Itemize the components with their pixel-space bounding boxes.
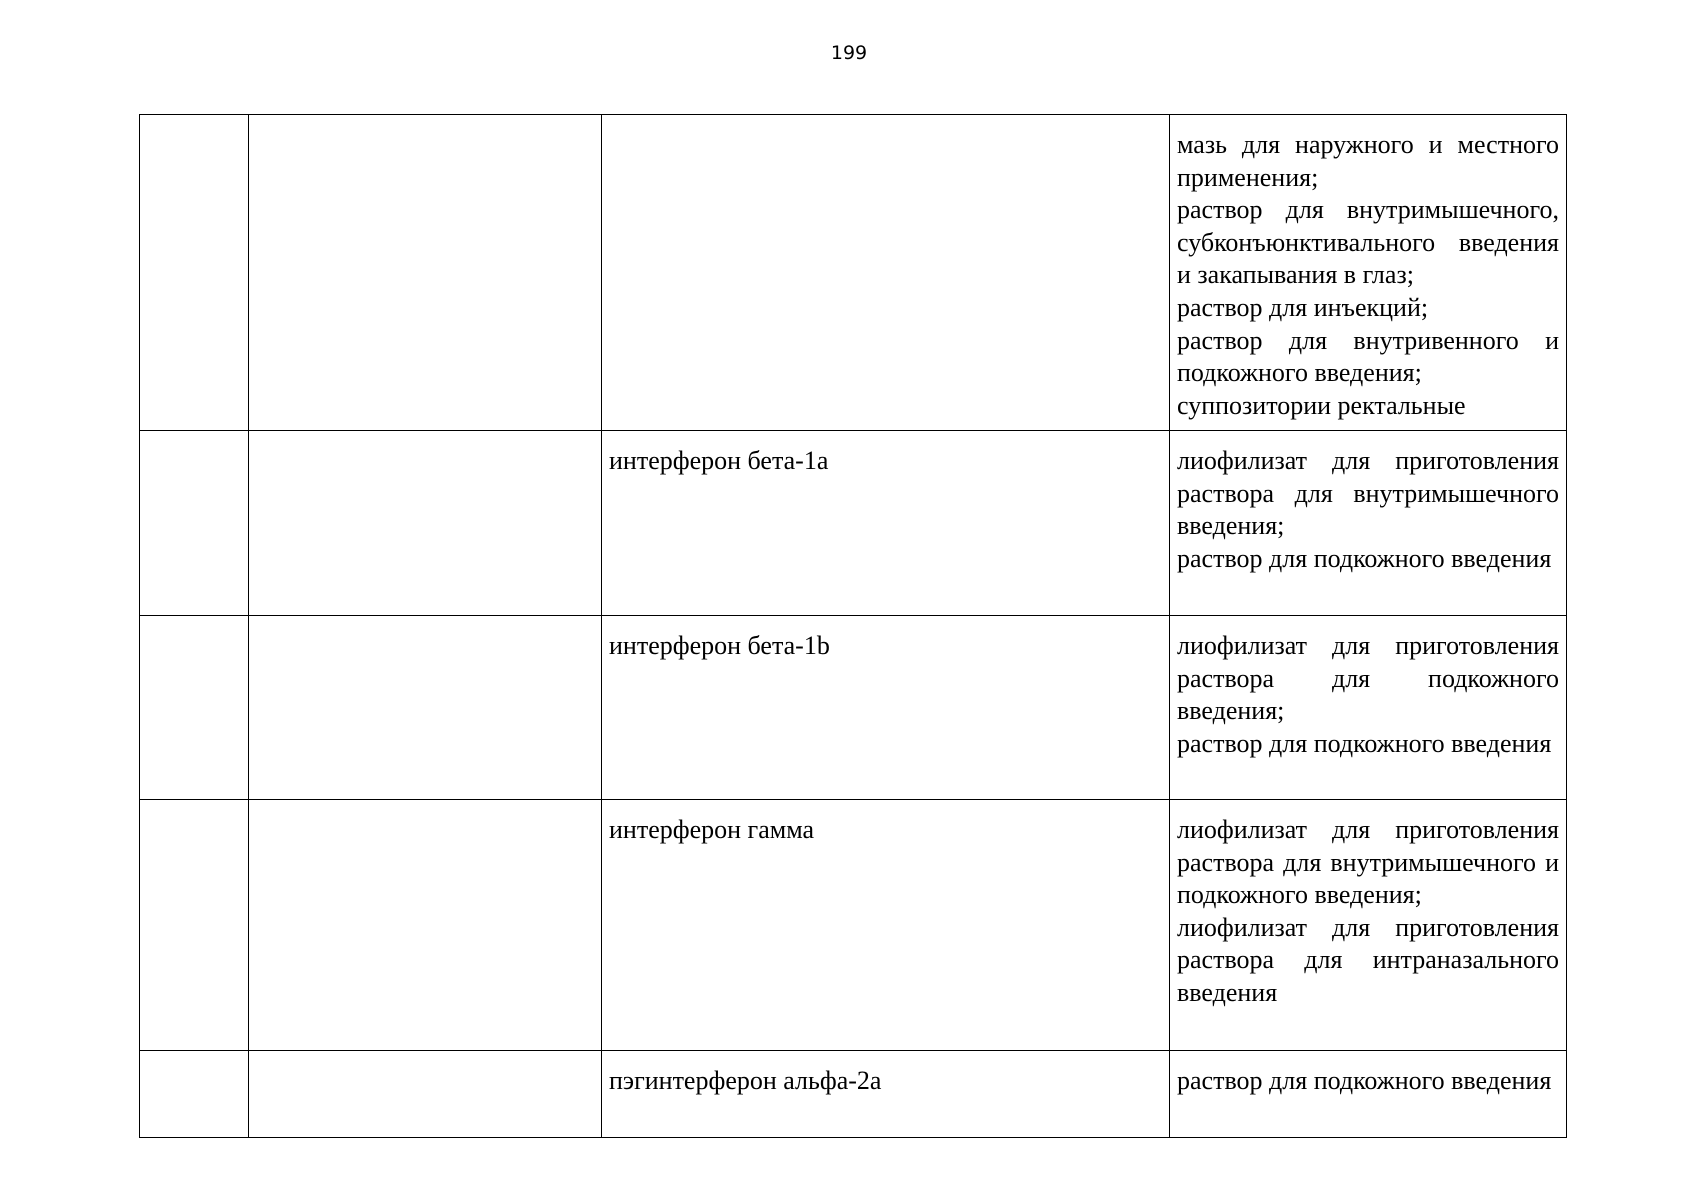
dosage-forms-cell bbox=[1170, 1051, 1567, 1138]
dosage-form: раствор для внутримышечного, субконъюнктивального введения и закапывания в глаз; bbox=[1177, 195, 1559, 290]
code-cell bbox=[140, 1051, 249, 1138]
drug-name-cell: интерферон гамма bbox=[602, 800, 1170, 1051]
dosage-form: раствор для подкожного введения bbox=[1177, 1066, 1552, 1095]
dosage-form: раствор для инъекций; bbox=[1177, 292, 1429, 322]
table-row bbox=[140, 800, 1567, 1051]
dosage-form: мазь для наружного и местного применения; bbox=[1177, 130, 1559, 192]
code-cell bbox=[140, 115, 249, 431]
dosage-forms-cell bbox=[1170, 431, 1567, 616]
table-row bbox=[140, 431, 1567, 616]
dosage-forms-cell bbox=[1170, 616, 1567, 800]
group-cell bbox=[249, 1051, 602, 1138]
drug-name-cell: интерферон бета-1a bbox=[602, 431, 1170, 616]
group-cell bbox=[249, 431, 602, 616]
dosage-form: раствор для подкожного введения bbox=[1177, 728, 1552, 758]
group-cell bbox=[249, 115, 602, 431]
code-cell bbox=[140, 800, 249, 1051]
dosage-form: суппозитории ректальные bbox=[1177, 390, 1466, 420]
dosage-form: раствор для внутривенного и подкожного введения; bbox=[1177, 325, 1559, 388]
dosage-form: лиофилизат для приготовления раствора для интраназального введения bbox=[1177, 912, 1559, 1007]
group-cell bbox=[249, 800, 602, 1051]
drug-name-cell bbox=[602, 115, 1170, 431]
dosage-forms-cell bbox=[1170, 800, 1567, 1051]
code-cell bbox=[140, 616, 249, 800]
group-cell bbox=[249, 616, 602, 800]
drug-name-cell: интерферон бета-1b bbox=[602, 616, 1170, 800]
dosage-form: раствор для подкожного введения bbox=[1177, 543, 1552, 573]
drug-name-cell: пэгинтерферон альфа-2a bbox=[602, 1051, 1170, 1138]
dosage-form: лиофилизат для приготовления раствора для подкожного введения; bbox=[1177, 631, 1559, 726]
table-row bbox=[140, 616, 1567, 800]
table-row bbox=[140, 115, 1567, 431]
page-number: 199 bbox=[830, 42, 868, 64]
dosage-form: лиофилизат для приготовления раствора для внутримышечного и подкожного введения; bbox=[1177, 815, 1559, 910]
dosage-form: лиофилизат для приготовления раствора для внутримышечного введения; bbox=[1177, 446, 1559, 541]
table-row bbox=[140, 1051, 1567, 1138]
code-cell bbox=[140, 431, 249, 616]
medication-table bbox=[139, 114, 1567, 1138]
dosage-forms-cell bbox=[1170, 115, 1567, 431]
